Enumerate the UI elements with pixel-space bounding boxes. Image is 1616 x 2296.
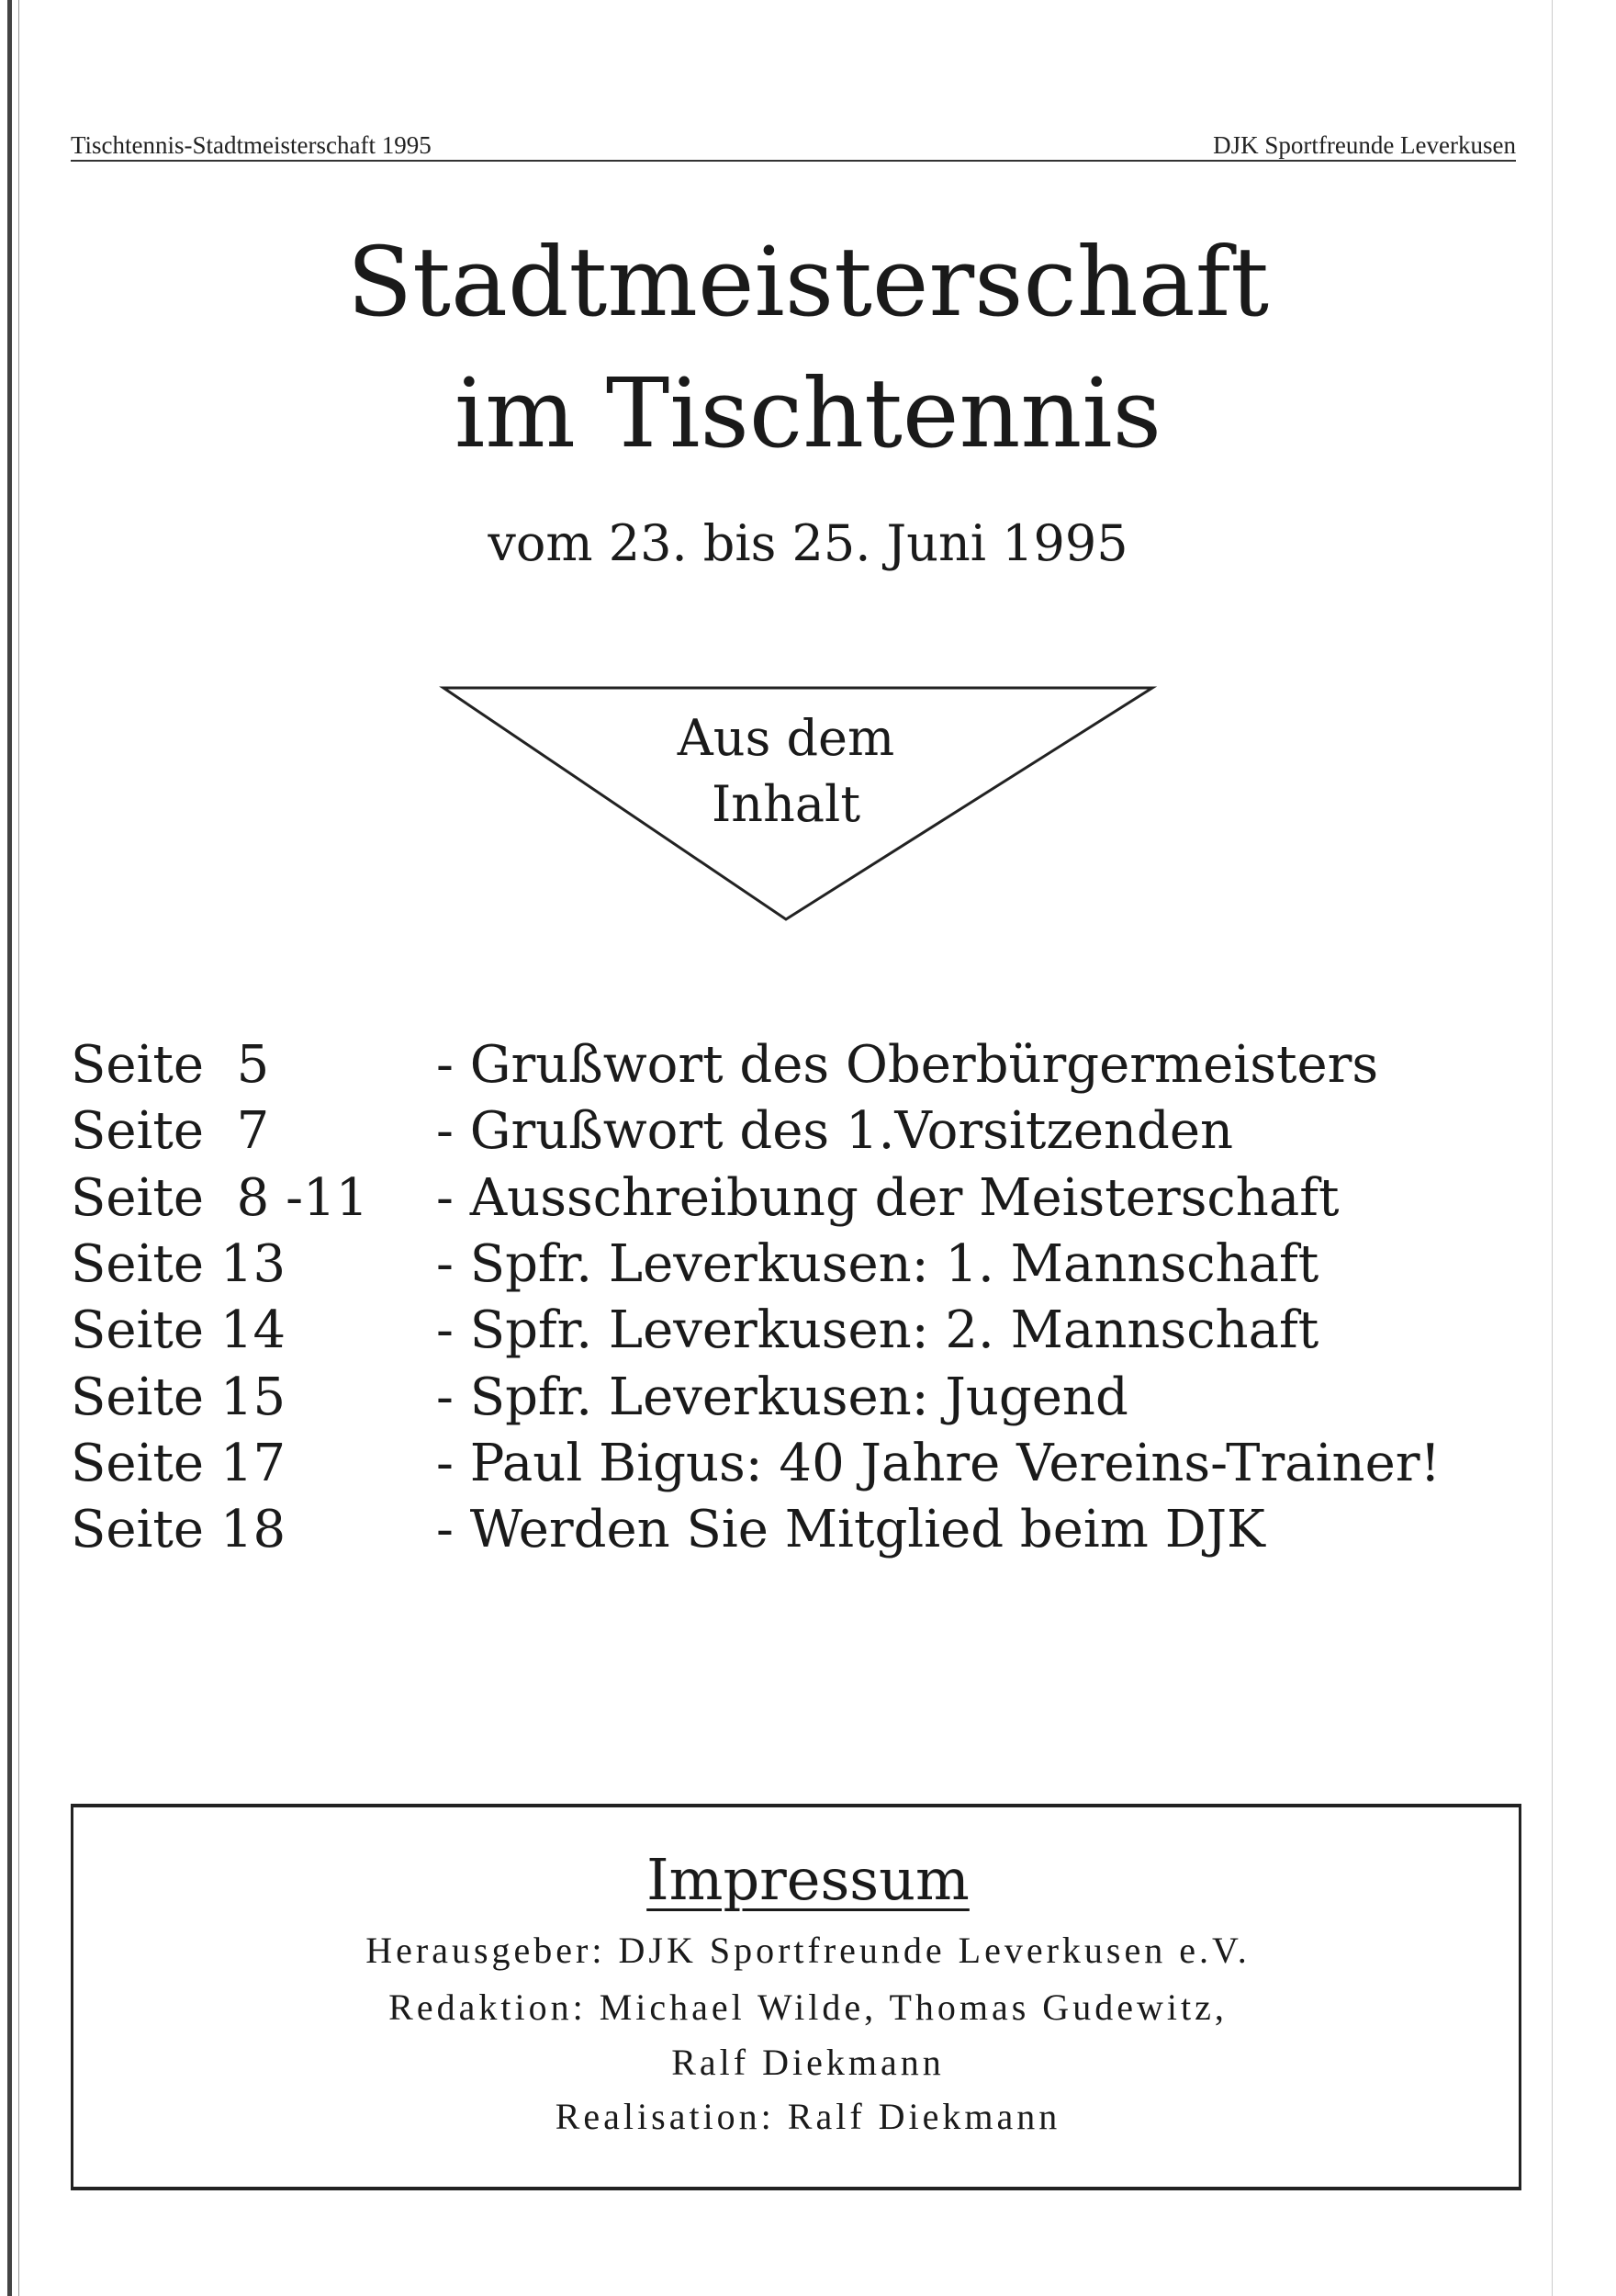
running-header [71,129,1516,162]
contents-label-line-1: Aus dem [677,709,895,767]
contents-label-line-2: Inhalt [711,775,861,833]
toc-title: - Grußwort des Oberbürgermeisters [436,1035,1379,1095]
impressum-editors-cont: Ralf Diekmann [671,2042,945,2083]
toc-page: Seite 18 [71,1500,286,1560]
toc-page: Seite 13 [71,1233,286,1294]
header-right: DJK Sportfreunde Leverkusen [1213,131,1516,159]
impressum-editors: Redaktion: Michael Wilde, Thomas Gudewitz, [388,1986,1228,2028]
toc-entry [71,1032,1540,1098]
toc-page: Seite 8 -11 [71,1167,369,1228]
toc-title: - Paul Bigus: 40 Jahre Vereins-Trainer! [436,1433,1441,1493]
title-line-2: im Tischtennis [454,357,1162,469]
toc-title: - Ausschreibung der Meisterschaft [436,1167,1340,1228]
contents-label [602,705,970,838]
toc-entry [71,1298,1540,1364]
impressum-title-text: Impressum [646,1846,970,1913]
toc-entry [71,1431,1540,1497]
impressum-publisher: Herausgeber: DJK Sportfreunde Leverkusen e.V. [365,1930,1251,1971]
toc-entry [71,1232,1540,1298]
toc-page: Seite 14 [71,1300,286,1361]
toc-entry [71,1098,1540,1165]
toc-page: Seite 17 [71,1433,286,1493]
title-line-1: Stadtmeisterschaft [346,226,1270,338]
toc-entry [71,1497,1540,1563]
event-date: vom 23. bis 25. Juni 1995 [488,514,1128,572]
header-left: Tischtennis-Stadtmeisterschaft 1995 [71,131,432,159]
toc-title: - Spfr. Leverkusen: Jugend [436,1367,1128,1427]
toc-title: - Spfr. Leverkusen: 2. Mannschaft [436,1300,1319,1361]
toc-entry [71,1365,1540,1431]
toc-title: - Werden Sie Mitglied beim DJK [436,1500,1265,1560]
toc-page: Seite 15 [71,1367,286,1427]
toc-title: - Spfr. Leverkusen: 1. Mannschaft [436,1233,1319,1294]
toc-title: - Grußwort des 1.Vorsitzenden [436,1101,1234,1162]
toc-page: Seite 7 [71,1101,270,1162]
toc-entry [71,1165,1540,1232]
toc-page: Seite 5 [71,1035,270,1095]
impressum-title [0,1846,1616,1913]
impressum-realisation: Realisation: Ralf Diekmann [555,2096,1061,2137]
